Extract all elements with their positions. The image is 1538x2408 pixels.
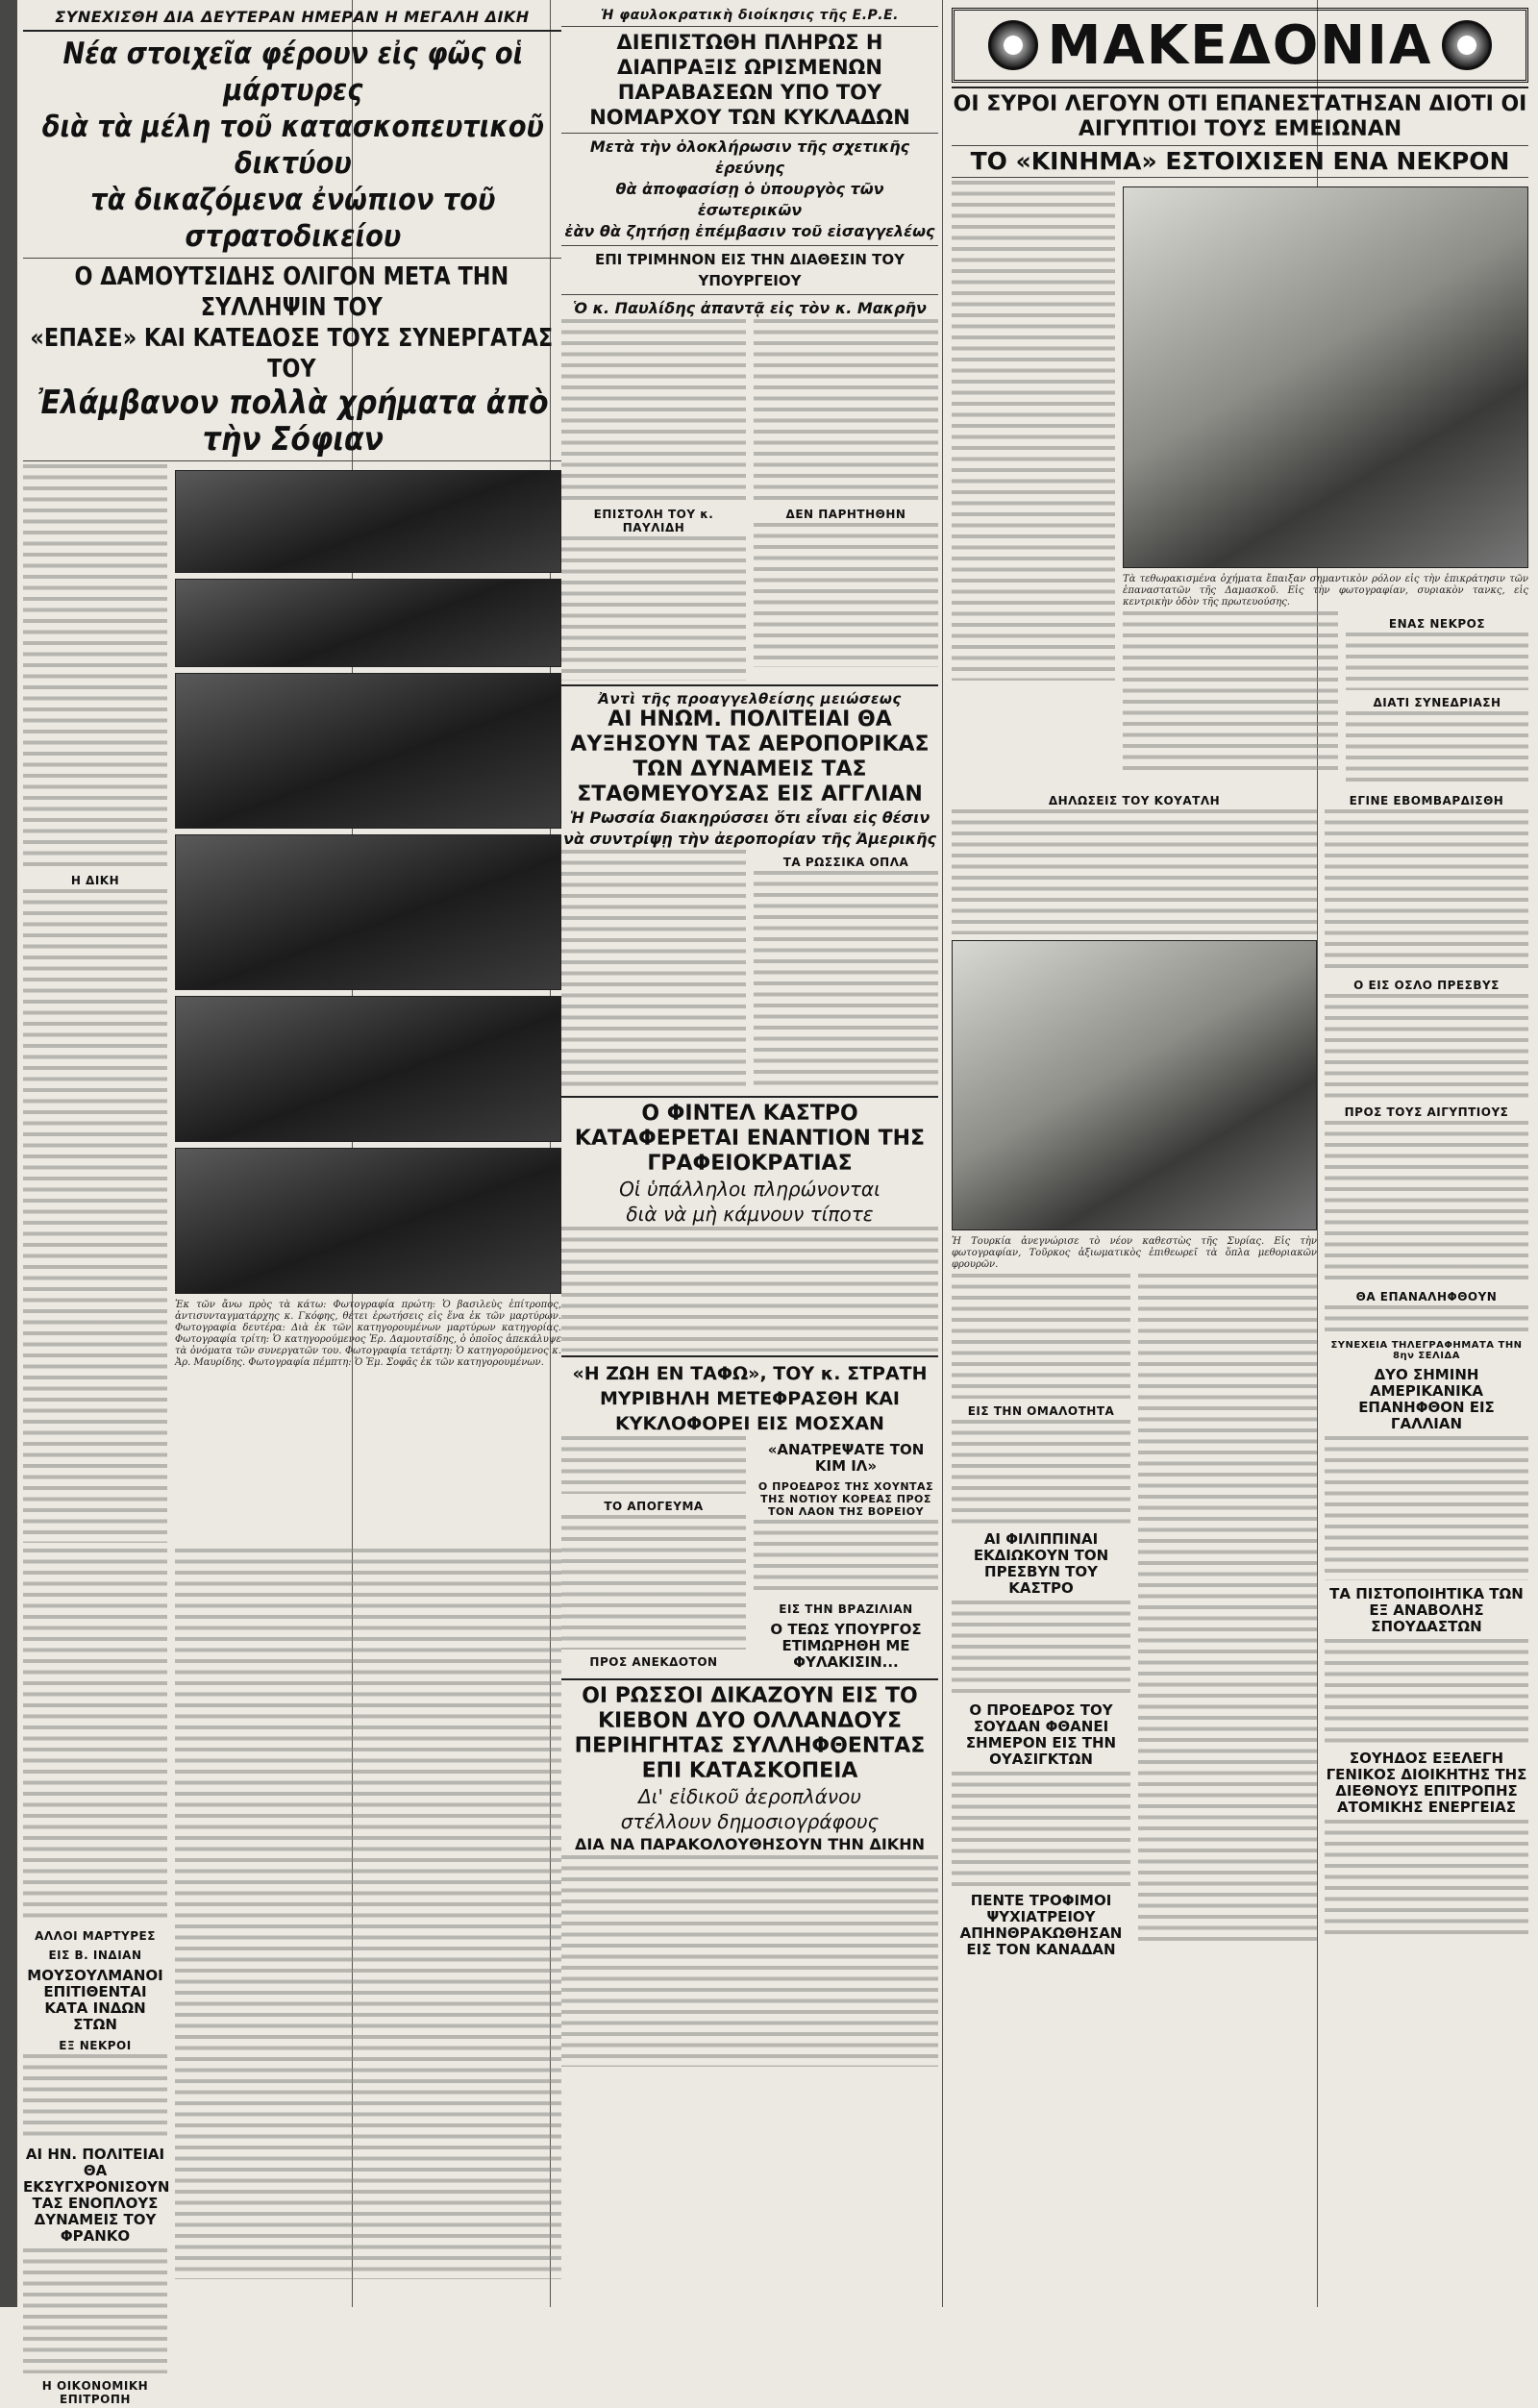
- col2-sub-8: διὰ νὰ μὴ κάμνουν τίποτε: [626, 1203, 874, 1226]
- col4-article-text: [1325, 1436, 1528, 1580]
- col1-headline-3: τὰ δικαζόμενα ἐνώπιον τοῦ στρατοδικείου: [90, 183, 496, 254]
- pistopoiitika-headline: ΤΑ ΠΙΣΤΟΠΟΙΗΤΙΚΑ ΤΩΝ ΕΞ ΑΝΑΒΟΛΗΣ ΣΠΟΥΔΑΣΤΩΝ: [1329, 1585, 1524, 1635]
- section-nekroi: ΕΞ ΝΕΚΡΟΙ: [59, 2039, 132, 2052]
- trial-photo-5: [175, 996, 561, 1142]
- col2-headline-1: ΔΙΕΠΙΣΤΩΘΗ ΠΛΗΡΩΣ Η ΔΙΑΠΡΑΞΙΣ ΩΡΙΣΜΕΝΩΝ ΠΑΡΑΒΑΣΕΩΝ ΥΠΟ ΤΟΥ ΝΟΜΑΡΧΟΥ ΤΩΝ ΚΥΚΛΑΔΩΝ: [589, 31, 910, 129]
- trial-photo-3: [175, 673, 561, 829]
- masthead-title: ΜΑΚΕΔΟΝΙΑ: [1047, 13, 1433, 77]
- section-enas-nekros: ΕΝΑΣ ΝΕΚΡΟΣ: [1388, 617, 1486, 631]
- col2-article-text: [561, 319, 746, 502]
- tank-photo: [1123, 186, 1528, 568]
- masthead-emblem-right-icon: [1442, 20, 1492, 70]
- section-oikonomiki: Η ΟΙΚΟΝΟΜΙΚΗ ΕΠΙΤΡΟΠΗ: [41, 2379, 149, 2406]
- col1-article-text: [23, 2248, 167, 2373]
- tank-photo-caption: Τὰ τεθωρακισμένα ὀχήματα ἔπαιξαν σημαντικὸν ρόλον εἰς τὴν ἐπικράτησιν τῶν ἐπαναστατῶν τῆς Δαμασκοῦ. Εἰς τὴν φωτογραφίαν, συριακὸν τανκς, εἰς κεντρικὴν ὁδὸν τῆς πρωτευούσης.: [1123, 574, 1528, 608]
- col2-article-text: [754, 1520, 938, 1597]
- col2-article-text: [561, 536, 746, 681]
- section-synedriasi: ΔΙΑΤΙ ΣΥΝΕΔΡΙΑΣΗ: [1373, 696, 1501, 709]
- col2-kicker-2: Ἀντὶ τῆς προαγγελθείσης μειώσεως: [598, 690, 902, 708]
- col3-article-text: [952, 1601, 1130, 1697]
- masthead-emblem-left-icon: [988, 20, 1038, 70]
- col1-article-text: [175, 1549, 561, 2279]
- col4-article-text: [1325, 1305, 1528, 1334]
- section-omalotita: ΕΙΣ ΤΗΝ ΟΜΑΛΟΤΗΤΑ: [967, 1404, 1115, 1418]
- col3-article-text: [952, 1420, 1130, 1526]
- col4-article-text: [1325, 1121, 1528, 1284]
- col3-article-text: [952, 809, 1317, 934]
- col2-article-text: [754, 319, 938, 502]
- col2-sub-9: Δι' εἰδικοῦ ἀεροπλάνου: [638, 1785, 861, 1808]
- col2-sub-3: ἐὰν θὰ ζητήσῃ ἐπέμβασιν τοῦ εἰσαγγελέως: [564, 222, 935, 240]
- col1-headline-6: Ἐλάμβανον πολλὰ χρήματα ἀπὸ τὴν Σόφιαν: [37, 384, 549, 459]
- col2-article-text: [754, 871, 938, 1092]
- sudan-headline: Ο ΠΡΟΕΔΡΟΣ ΤΟΥ ΣΟΥΔΑΝ ΦΘΑΝΕΙ ΣΗΜΕΡΟΝ ΕΙΣ ΤΗΝ ΟΥΑΣΙΓΚΤΩΝ: [965, 1701, 1117, 1768]
- col2-article-text: [561, 1855, 938, 2067]
- trial-photo-6: [175, 1148, 561, 1294]
- col3-headline-2: ΤΟ «ΚΙΝΗΜΑ» ΕΣΤΟΙΧΙΣΕΝ ΕΝΑ ΝΕΚΡΟΝ: [970, 147, 1510, 175]
- col4-article-text: [1325, 809, 1528, 973]
- telegram-continued: ΣΥΝΕΧΕΙΑ ΤΗΛΕΓΡΑΦΗΜΑΤΑ ΤΗΝ 8ην ΣΕΛΙΔΑ: [1330, 1340, 1523, 1361]
- turkish-photo-caption: Ἡ Τουρκία ἀνεγνώρισε τὸ νέον καθεστὼς τῆς Συρίας. Εἰς τὴν φωτογραφίαν, Τοῦρκος ἀξιωματικὸς ἐπιθεωρεῖ τὰ ὅπλα μεθοριακῶν φρουρῶν.: [952, 1236, 1317, 1270]
- gallia-headline: ΔΥΟ ΣΗΜΙΝΗ ΑΜΕΡΙΚΑΝΙΚΑ ΕΠΑΝΗΦΘΟΝ ΕΙΣ ΓΑΛΛΙΑΝ: [1358, 1366, 1495, 1432]
- col2-sub-4: ΕΠΙ ΤΡΙΜΗΝΟΝ ΕΙΣ ΤΗΝ ΔΙΑΘΕΣΙΝ ΤΟΥ ΥΠΟΥΡΓΕΙΟΥ: [594, 251, 905, 289]
- col1-article-text: [23, 889, 167, 1543]
- trial-photo-1: [175, 470, 561, 573]
- column-2: [561, 8, 938, 2300]
- brazil-headline: Ο ΤΕΩΣ ΥΠΟΥΡΓΟΣ ΕΤΙΜΩΡΗΘΗ ΜΕ ΦΥΛΑΚΙΣΙΝ...: [770, 1621, 922, 1671]
- section-rossika-opla: ΤΑ ΡΩΣΣΙΚΑ ΟΠΛΑ: [782, 856, 909, 869]
- col4-article-text: [1346, 633, 1528, 690]
- col1-headline-4: Ο ΔΑΜΟΥΤΣΙΔΗΣ ΟΛΙΓΟΝ ΜΕΤΑ ΤΗΝ ΣΥΛΛΗΨΙΝ ΤΟΥ: [74, 262, 509, 322]
- franco-headline: ΑΙ ΗΝ. ΠΟΛΙΤΕΙΑΙ ΘΑ ΕΚΣΥΓΧΡΟΝΙΣΟΥΝ ΤΑΣ ΕΝΟΠΛΟΥΣ ΔΥΝΑΜΕΙΣ ΤΟΥ ΦΡΑΝΚΟ: [23, 2146, 170, 2245]
- col4-article-text: [1325, 994, 1528, 1100]
- col2-article-text: [754, 523, 938, 667]
- col2-headline-5: ΟΙ ΡΩΣΣΟΙ ΔΙΚΑΖΟΥΝ ΕΙΣ ΤΟ ΚΙΕΒΟΝ ΔΥΟ ΟΛΛΑΝΔΟΥΣ ΠΕΡΙΗΓΗΤΑΣ ΣΥΛΛΗΦΘΕΝΤΑΣ ΕΠΙ ΚΑΤΑΣΚΟΠΕΙΑ: [574, 1684, 926, 1783]
- col3-headline-1: ΟΙ ΣΥΡΟΙ ΛΕΓΟΥΝ ΟΤΙ ΕΠΑΝΕΣΤΑΤΗΣΑΝ ΔΙΟΤΙ ΟΙ ΑΙΓΥΠΤΙΟΙ ΤΟΥΣ ΕΜΕΙΩΝΑΝ: [953, 92, 1527, 141]
- col1-headline-5: «ΕΠΑΣΕ» ΚΑΙ ΚΑΤΕΔΟΣΕ ΤΟΥΣ ΣΥΝΕΡΓΑΤΑΣ ΤΟΥ: [30, 324, 554, 384]
- canada-headline: ΠΕΝΤΕ ΤΡΟΦΙΜΟΙ ΨΥΧΙΑΤΡΕΙΟΥ ΑΠΗΝΘΡΑΚΩΘΗΣΑΝ ΕΙΣ ΤΟΝ ΚΑΝΑΔΑΝ: [959, 1892, 1123, 1958]
- philippines-headline: ΑΙ ΦΙΛΙΠΠΙΝΑΙ ΕΚΔΙΩΚΟΥΝ ΤΟΝ ΠΡΕΣΒΥΝ ΤΟΥ ΚΑΣΤΡΟ: [973, 1530, 1109, 1597]
- section-epistoli: ΕΠΙΣΤΟΛΗ ΤΟΥ κ. ΠΑΥΛΙΔΗ: [593, 508, 714, 534]
- col2-article-text: [561, 1515, 746, 1650]
- section-oslo: Ο ΕΙΣ ΟΣΛΟ ΠΡΕΣΒΥΣ: [1353, 979, 1500, 992]
- col2-sub-1: Μετὰ τὴν ὁλοκλήρωσιν τῆς σχετικῆς ἐρεύνης: [589, 137, 910, 177]
- brazil-kicker: ΕΙΣ ΤΗΝ ΒΡΑΖΙΛΙΑΝ: [779, 1602, 913, 1616]
- col4-article-text: [1325, 1820, 1528, 1935]
- trial-photo-4: [175, 834, 561, 990]
- col2-sub-11: ΔΙΑ ΝΑ ΠΑΡΑΚΟΛΟΥΘΗΣΟΥΝ ΤΗΝ ΔΙΚΗΝ: [575, 1835, 925, 1853]
- col3-article-text: [952, 1274, 1130, 1399]
- turkish-officer-photo: [952, 940, 1317, 1230]
- col3-article-text: [1123, 611, 1338, 775]
- page-edge-strip: [0, 0, 17, 2307]
- col1-headline-1: Νέα στοιχεῖα φέρουν εἰς φῶς οἱ μάρτυρες: [62, 37, 524, 108]
- section-vomvardismos: ΕΓΙΝΕ ΕΒΟΜΒΑΡΔΙΣΘΗ: [1349, 794, 1504, 807]
- section-apogeuma: ΤΟ ΑΠΟΓΕΥΜΑ: [604, 1500, 704, 1513]
- col2-article-text: [561, 1227, 938, 1352]
- section-epanalipsi: ΘΑ ΕΠΑΝΑΛΗΦΘΟΥΝ: [1355, 1290, 1498, 1303]
- section-alloi-martyres: ΑΛΛΟΙ ΜΑΡΤΥΡΕΣ: [35, 1929, 156, 1943]
- col1-article-text: [23, 464, 167, 868]
- col2-sub-10: στέλλουν δημοσιογράφους: [620, 1810, 880, 1833]
- col4-article-text: [1346, 711, 1528, 788]
- col2-sub-7: Οἱ ὑπάλληλοι πληρώνονται: [619, 1178, 881, 1201]
- col1-article-text: [23, 1549, 167, 1924]
- col2-headline-3: Ο ΦΙΝΤΕΛ ΚΑΣΤΡΟ ΚΑΤΑΦΕΡΕΤΑΙ ΕΝΑΝΤΙΟΝ ΤΗΣ ΓΡΑΦΕΙΟΚΡΑΤΙΑΣ: [574, 1102, 926, 1176]
- section-kouatli: ΔΗΛΩΣΕΙΣ ΤΟΥ ΚΟΥΑΤΛΗ: [1048, 794, 1221, 807]
- col2-article-text: [561, 1436, 746, 1494]
- section-anekdoton: ΠΡΟΣ ΑΝΕΚΔΟΤΟΝ: [589, 1655, 718, 1669]
- col2-sub-2: θὰ ἀποφασίσῃ ὁ ὑπουργὸς τῶν ἐσωτερικῶν: [615, 180, 884, 219]
- masthead: [952, 8, 1528, 83]
- trial-photo-caption: Ἐκ τῶν ἄνω πρὸς τὰ κάτω: Φωτογραφία πρώτη: Ὁ βασιλεὺς ἐπίτροπος, ἀντισυνταγματάρχης κ. Γκόφης, θέτει ἐρωτήσεις εἰς ἕνα ἐκ τῶν μαρτύρων. Φωτογραφία δευτέρα: Διὰ ἐκ τῶν κατηγορουμένων μαρτύρων κατηγορίας. Φωτογραφία τρίτη: Ὁ κατηγορούμενος Ἐρ. Δαμουτσίδης, ὁ ὁποῖος ἀπεκάλυψε τὰ ὀνόματα τῶν συνεργατῶν του. Φωτογραφία τετάρτη: Ὁ κατηγορούμενος κ. Ἀρ. Μαυρίδης. Φωτογραφία πέμπτη: Ὁ Ἐμ. Σοφᾶς ἐκ τῶν κατηγορουμένων.: [175, 1300, 561, 1368]
- col1-article-text: [23, 2054, 167, 2141]
- section-india: ΕΙΣ Β. ΙΝΔΙΑΝ: [48, 1949, 142, 1962]
- korea-headline: «ΑΝΑΤΡΕΨΑΤΕ ΤΟΝ ΚΙΜ ΙΛ»: [767, 1441, 925, 1475]
- col2-sub-6: Ἡ Ρωσσία διακηρύσσει ὅτι εἶναι εἰς θέσιν νὰ συντρίψῃ τὴν ἀεροπορίαν τῆς Ἀμερικῆς: [562, 808, 937, 848]
- col2-sub-5: Ὁ κ. Παυλίδης ἀπαντᾷ εἰς τὸν κ. Μακρῆν: [573, 299, 927, 317]
- column-1: [23, 8, 561, 2406]
- col1-headline-2: διὰ τὰ μέλη τοῦ κατασκοπευτικοῦ δικτύου: [41, 110, 544, 181]
- col2-article-text: [561, 850, 746, 1090]
- col2-headline-2: ΑΙ ΗΝΩΜ. ΠΟΛΙΤΕΙΑΙ ΘΑ ΑΥΞΗΣΟΥΝ ΤΑΣ ΑΕΡΟΠΟΡΙΚΑΣ ΤΩΝ ΔΥΝΑΜΕΙΣ ΤΑΣ ΣΤΑΘΜΕΥΟΥΣΑΣ ΕΙΣ ΑΓΓΛΙΑΝ: [570, 708, 930, 807]
- col3-article-text: [952, 181, 1115, 681]
- section-aigyptioi: ΠΡΟΣ ΤΟΥΣ ΑΙΓΥΠΤΙΟΥΣ: [1344, 1105, 1509, 1119]
- column-3: [952, 8, 1528, 2300]
- col3-article-text: [952, 1772, 1130, 1887]
- col2-kicker: Ἡ φαυλοκρατικὴ διοίκησις τῆς Ε.Ρ.Ε.: [601, 8, 899, 23]
- col3-article-text: [1138, 1274, 1317, 1947]
- col4-article-text: [1325, 1639, 1528, 1745]
- korea-subhead: Ο ΠΡΟΕΔΡΟΣ ΤΗΣ ΧΟΥΝΤΑΣ ΤΗΣ ΝΟΤΙΟΥ ΚΟΡΕΑΣ ΠΡΟΣ ΤΟΝ ΛΑΟΝ ΤΗΣ ΒΟΡΕΙΟΥ: [757, 1480, 934, 1518]
- section-den-paraitithin: ΔΕΝ ΠΑΡΗΤΗΘΗΝ: [785, 508, 906, 521]
- section-dike: Η ΔΙΚΗ: [70, 874, 120, 887]
- col2-headline-4: «Η ΖΩΗ ΕΝ ΤΑΦΩ», ΤΟΥ κ. ΣΤΡΑΤΗ ΜΥΡΙΒΗΛΗ ΜΕΤΕΦΡΑΣΘΗ ΚΑΙ ΚΥΚΛΟΦΟΡΕΙ ΕΙΣ ΜΟΣΧΑΝ: [572, 1363, 928, 1434]
- col1-kicker: ΣΥΝΕΧΙΣΘΗ ΔΙΑ ΔΕΥΤΕΡΑΝ ΗΜΕΡΑΝ Η ΜΕΓΑΛΗ ΔΙΚΗ: [55, 8, 530, 26]
- india-headline: ΜΟΥΣΟΥΛΜΑΝΟΙ ΕΠΙΤΙΘΕΝΤΑΙ ΚΑΤΑ ΙΝΔΩΝ ΣΤΩΝ: [27, 1967, 163, 2033]
- atomic-headline: ΣΟΥΗΔΟΣ ΕΞΕΛΕΓΗ ΓΕΝΙΚΟΣ ΔΙΟΙΚΗΤΗΣ ΤΗΣ ΔΙΕΘΝΟΥΣ ΕΠΙΤΡΟΠΗΣ ΑΤΟΜΙΚΗΣ ΕΝΕΡΓΕΙΑΣ: [1326, 1750, 1527, 1816]
- trial-photo-2: [175, 579, 561, 667]
- column-rule: [942, 0, 943, 2307]
